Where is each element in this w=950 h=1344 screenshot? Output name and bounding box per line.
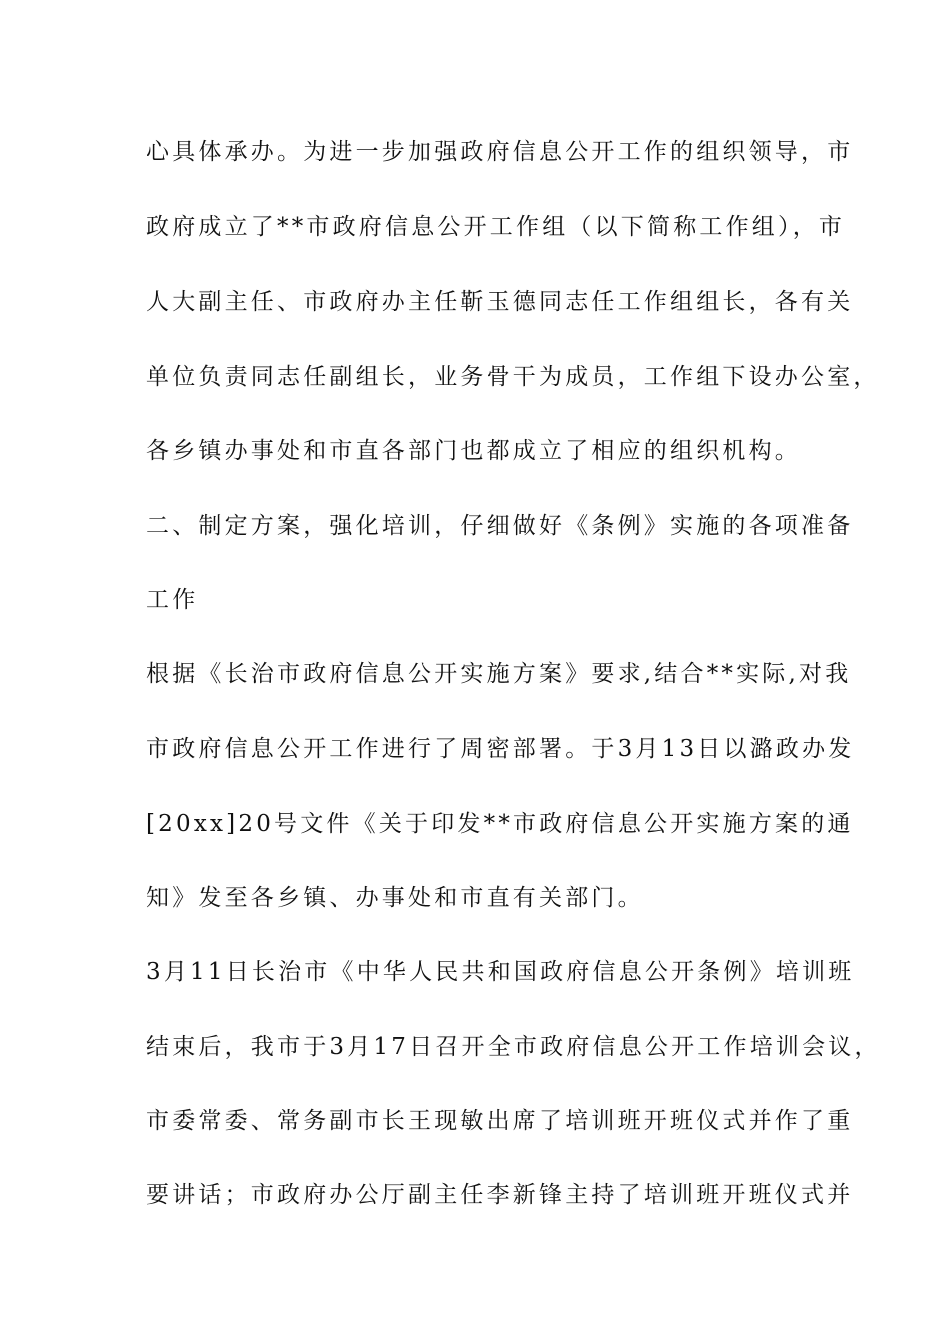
section-heading-line: 二、制定方案，强化培训，仔细做好《条例》实施的各项准备 bbox=[146, 513, 854, 539]
body-text-line: 市委常委、常务副市长王现敏出席了培训班开班仪式并作了重 bbox=[146, 1108, 854, 1134]
body-text-line: 结束后，我市于3月17日召开全市政府信息公开工作培训会议， bbox=[146, 1034, 881, 1060]
body-text-line: 单位负责同志任副组长，业务骨干为成员，工作组下设办公室， bbox=[146, 364, 880, 390]
body-text-line: 心具体承办。为进一步加强政府信息公开工作的组织领导，市 bbox=[146, 139, 854, 165]
body-text-line: 各乡镇办事处和市直各部门也都成立了相应的组织机构。 bbox=[146, 438, 801, 464]
body-text-line: 3月11日长治市《中华人民共和国政府信息公开条例》培训班 bbox=[146, 959, 855, 985]
body-text-line: 人大副主任、市政府办主任靳玉德同志任工作组组长，各有关 bbox=[146, 289, 854, 315]
body-text-line: 知》发至各乡镇、办事处和市直有关部门。 bbox=[146, 885, 644, 911]
body-text-line: 要讲话；市政府办公厅副主任李新锋主持了培训班开班仪式并 bbox=[146, 1182, 854, 1208]
body-text-line: 市政府信息公开工作进行了周密部署。于3月13日以潞政办发 bbox=[146, 736, 855, 762]
body-text-line: 根据《长治市政府信息公开实施方案》要求,结合**实际,对我 bbox=[146, 661, 852, 687]
body-text-line: 政府成立了**市政府信息公开工作组（以下简称工作组），市 bbox=[146, 214, 846, 240]
body-text-line: [20xx]20号文件《关于印发**市政府信息公开实施方案的通 bbox=[146, 811, 854, 837]
section-heading-line: 工作 bbox=[146, 587, 199, 613]
